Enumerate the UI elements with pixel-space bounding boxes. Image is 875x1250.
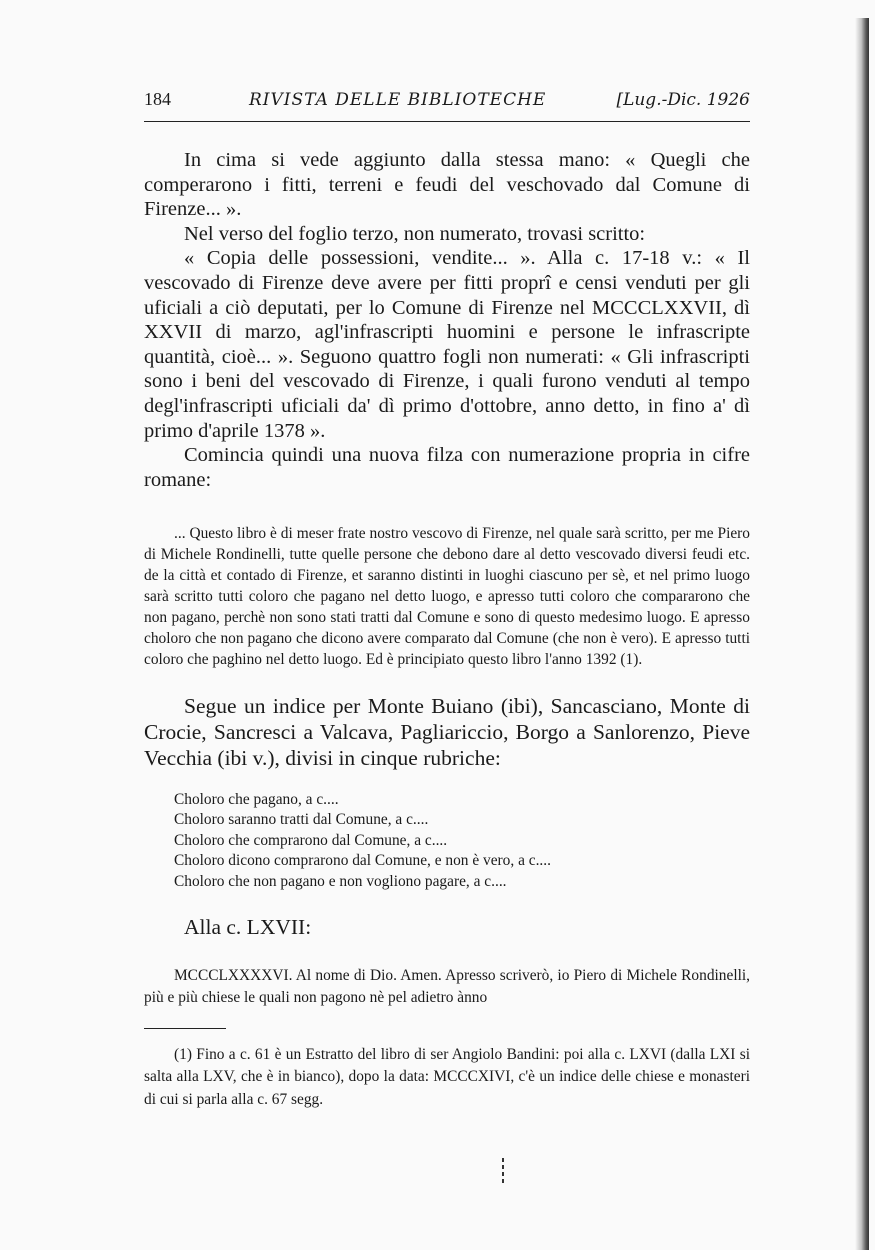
running-head: [144, 88, 750, 111]
quote-text: ... Questo libro è di meser frate nostro vescovo di Firenze, nel quale sarà scritto, per me Piero di Michele Rondinelli, tutte quelle persone che debono dare al detto vescovado diversi feudi etc. de la città et contado di Firenze, et saranno distinti in luoghi ciascuno per sè, et nel primo luogo sarà scritto tutti coloro che pagano nel detto luogo, e apresso tutti coloro che compararono che non pagano, perchè non sono stati tratti dal Comune e sono di questo medesimo luogo. E apresso choloro che non pagano che dicono avere comparato dal Comune (che non è vero). E apresso tutti coloro che paghino nel detto luogo. Ed è principiato questo libro l'anno 1392: [144, 525, 750, 668]
paragraph: Nel verso del foglio terzo, non numerato, trovasi scritto:: [184, 222, 646, 245]
quoted-passage: [144, 524, 750, 670]
excerpt-paragraph: MCCCLXXXXVI. Al nome di Dio. Amen. Apresso scriverò, io Piero di Michele Rondinelli, più e più chiese le quali non pagono nè pel adietro ànno: [144, 966, 750, 1007]
rubric-item: Choloro che non pagano e non vogliono pagare, a c....: [174, 873, 507, 891]
journal-title: RIVISTA DELLE BIBLIOTECHE: [249, 90, 547, 110]
page-number: 184: [144, 89, 171, 109]
paragraph: « Copia delle possessioni, vendite... ». Alla c. 17-18 v.: « Il vescovado di Firenze deve avere per fitti proprî e censi venduti per gli uficiali a ciò deputati, per lo Comune di Firenze nel MCCCLXXVII, dì XXVII di marzo, agl'infrascripti huomini e persone le infrascripte quantità, cioè... ». Seguono quattro fogli non numerati: « Gli infrascripti sono i beni del vescovado di Firenze, i quali furono venduti al tempo degl'infrascripti uficiali da' dì primo d'ottobre, anno detto, in fino a' dì primo d'aprile 1378 ».: [144, 247, 750, 442]
body-text: [144, 148, 750, 492]
index-paragraph-block: [144, 693, 750, 771]
footnote-text: Fino a c. 61 è un Estratto del libro di ser Angiolo Bandini: poi alla c. LXVI (dalla LXI si salta alla LXV, che è in bianco), dopo la data: MCCCXIVI, c'è un indice delle chiese e monasteri di cui si parla alla c. 67 segg.: [144, 1045, 750, 1108]
section-heading: Alla c. LXVII:: [184, 914, 312, 939]
excerpt: [144, 965, 750, 1010]
paragraph: Comincia quindi una nuova filza con numerazione propria in cifre romane:: [144, 444, 750, 491]
footnote: [144, 1044, 750, 1112]
footnote-reference[interactable]: (1): [620, 650, 639, 668]
quote-paragraph: [144, 524, 750, 670]
paragraph: Segue un indice per Monte Buiano (ibi), Sancasciano, Monte di Crocie, Sancresci a Valcava, Pagliariccio, Borgo a Sanlorenzo, Pieve Vecchia (ibi v.), divisi in cinque rubriche:: [144, 693, 750, 770]
rubric-item: Choloro saranno tratti dal Comune, a c....: [174, 811, 429, 829]
scan-mark: [502, 1158, 504, 1186]
footnote-rule: [144, 1028, 226, 1029]
quote-end: .: [638, 650, 643, 668]
document-page: [144, 88, 750, 1111]
rubrics-list: [144, 790, 750, 893]
rubric-item: Choloro che pagano, a c....: [174, 790, 339, 808]
paragraph: In cima si vede aggiunto dalla stessa mano: « Quegli che comperarono i fitti, terreni e feudi del veschovado dal Comune di Firenze... ».: [144, 149, 750, 221]
header-rule: [144, 121, 750, 122]
rubric-item: Choloro dicono comprarono dal Comune, e non è vero, a c....: [174, 852, 551, 870]
issue-date: [Lug.-Dic. 1926: [616, 90, 750, 110]
rubric-item: Choloro che comprarono dal Comune, a c....: [174, 831, 448, 849]
footnotes: [144, 1044, 750, 1112]
book-spine-shadow: [855, 18, 869, 1250]
footnote-marker: (1): [174, 1045, 192, 1063]
